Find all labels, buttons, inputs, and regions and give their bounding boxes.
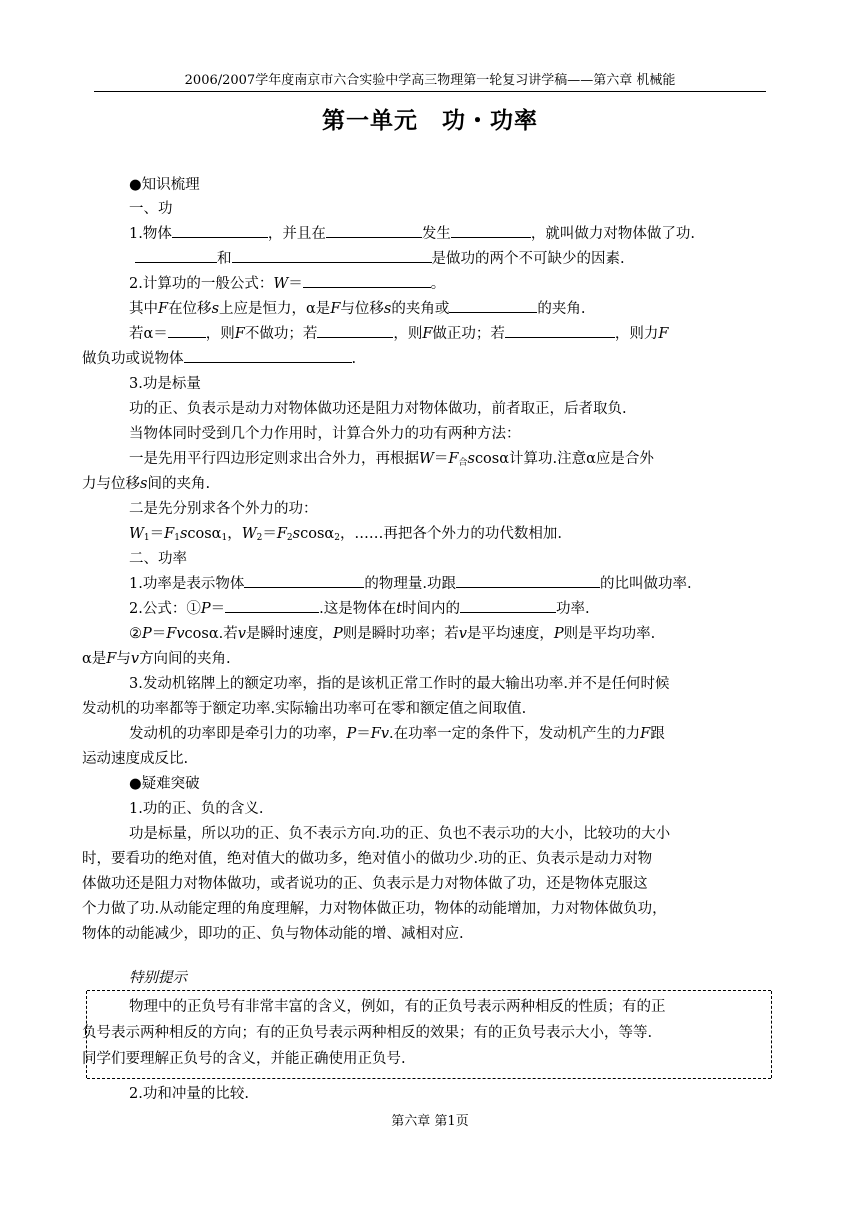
section-heading-knowledge: ●知识梳理 [129, 177, 200, 193]
text-line: 个力做了功.从动能定理的角度理解，力对物体做正功，物体的动能增加，力对物体做负功， [82, 901, 667, 917]
fill-blank[interactable] [317, 322, 393, 338]
subheading-work: 一、功 [129, 201, 173, 217]
fill-blank[interactable] [225, 597, 319, 613]
fill-blank[interactable] [232, 247, 432, 263]
tip-line: 物理中的正负号有非常丰富的含义，例如，有的正负号表示两种相反的性质；有的正 [129, 999, 666, 1015]
fill-blank[interactable] [505, 322, 615, 338]
text-line: ②P＝Fvcosα.若v是瞬时速度，P则是瞬时功率；若v是平均速度，P则是平均功率. [129, 626, 656, 642]
text-line: 1.功率是表示物体 的物理量.功跟 的比叫做功率. [82, 572, 768, 596]
text-line: 功是标量，所以功的正、负不表示方向.功的正、负也不表示功的大小，比较功的大小 [129, 826, 671, 842]
fill-blank[interactable] [326, 222, 422, 238]
text-line: $W_1=F_1scos\alpha_1$，$W_2=F_2scos\alpha_2$，……再把各个外力的功代数相加. [129, 526, 563, 543]
text-line: 力与位移s间的夹角. [82, 476, 211, 492]
text-line: 发动机的功率即是牵引力的功率，P＝Fv.在功率一定的条件下，发动机产生的力F跟 [129, 726, 665, 742]
text-line: 一是先用平行四边形定则求出合外力，再根据$W=F_合scos\alpha$计算功.注意α应是合外 [129, 451, 654, 468]
tip-line: 负号表示两种相反的方向；有的正负号表示两种相反的效果；有的正负号表示大小，等等. [82, 1025, 653, 1041]
fill-blank[interactable] [168, 322, 206, 338]
text-line: 运动速度成反比. [82, 751, 189, 767]
text-line: 时，要看功的绝对值，绝对值大的做功多，绝对值小的做功少.功的正、负表示是动力对物 [82, 851, 653, 867]
text-line: α是F与v方向间的夹角. [82, 651, 231, 667]
tip-label: 特别提示 [129, 970, 187, 986]
text-line: 体做功还是阻力对物体做功，或者说功的正、负表示是力对物体做了功，还是物体克服这 [82, 876, 648, 892]
fill-blank[interactable] [449, 297, 537, 313]
text-line: 2.公式：①P＝ .这是物体在t时间内的 功率. [82, 597, 768, 621]
text-line: 物体的动能减少，即功的正、负与物体动能的增、减相对应. [82, 926, 464, 942]
text-line: 2.计算功的一般公式：W＝ 。 [82, 272, 768, 296]
text-line: 1.功的正、负的含义. [129, 801, 264, 817]
subheading-power: 二、功率 [129, 551, 187, 567]
text-line: 发动机的功率都等于额定功率.实际输出功率可在零和额定值之间取值. [82, 701, 527, 717]
fill-blank[interactable] [456, 572, 600, 588]
tip-line: 同学们要理解正负号的含义，并能正确使用正负号. [82, 1051, 406, 1067]
text-line: 1.物体 ，并且在 发生 ，就叫做力对物体做了功. [82, 222, 768, 246]
text-line: 其中F在位移s上应是恒力，α是F与位移s的夹角或 的夹角. [82, 297, 768, 321]
text-line: 功的正、负表示是动力对物体做功还是阻力对物体做功，前者取正，后者取负. [129, 401, 627, 417]
fill-blank[interactable] [184, 347, 352, 363]
page-header: 2006/2007学年度南京市六合实验中学高三物理第一轮复习讲学稿——第六章 机械能 [184, 73, 676, 88]
text-line: 3.功是标量 [129, 376, 201, 392]
fill-blank[interactable] [451, 222, 531, 238]
text-line: 2.功和冲量的比较. [129, 1086, 249, 1102]
text-line: 若α＝ ，则F不做功；若 ，则F做正功；若 ，则力F [82, 322, 768, 346]
fill-blank[interactable] [172, 222, 268, 238]
fill-blank[interactable] [135, 247, 217, 263]
text-line: 当物体同时受到几个力作用时，计算合外力的功有两种方法： [129, 426, 521, 442]
text-line: 做负功或说物体 . [82, 347, 768, 371]
header-rule [94, 91, 766, 92]
page-title: 第一单元 功・功率 [322, 108, 538, 134]
text-line: 二是先分别求各个外力的功： [129, 501, 318, 517]
section-heading-difficulties: ●疑难突破 [129, 776, 200, 792]
page-footer: 第六章 第1页 [391, 1114, 469, 1129]
fill-blank[interactable] [303, 272, 431, 288]
text-line: 3.发动机铭牌上的额定功率，指的是该机正常工作时的最大输出功率.并不是任何时候 [129, 676, 670, 692]
text-line: 和 是做功的两个不可缺少的因素. [82, 247, 821, 271]
fill-blank[interactable] [460, 597, 556, 613]
fill-blank[interactable] [244, 572, 364, 588]
